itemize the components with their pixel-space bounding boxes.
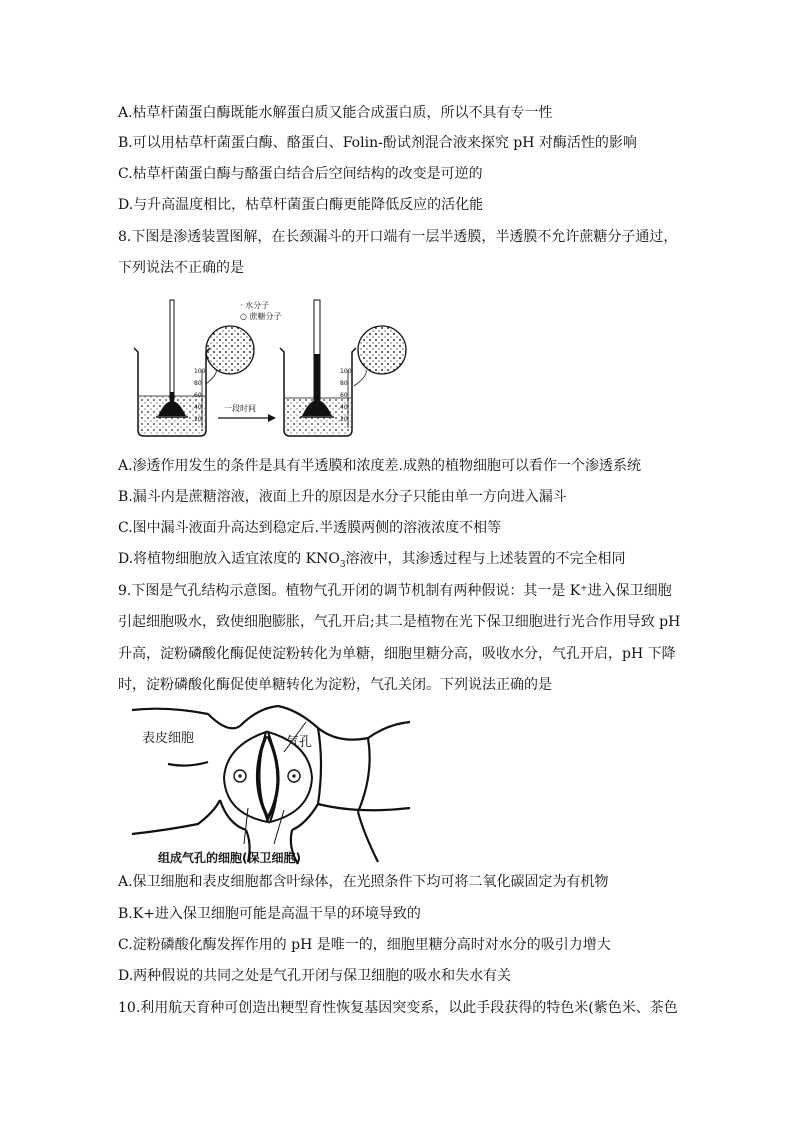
scale-label-100: 100	[340, 368, 352, 375]
q9-option-a: A.保卫细胞和表皮细胞都含叶绿体，在光照条件下均可将二氧化碳固定为有机物	[118, 874, 609, 890]
magnified-view-before	[206, 326, 254, 374]
q9-option-c: C.淀粉磷酸化酶发挥作用的 pH 是唯一的，细胞里糖分高时对水分的吸引力增大	[118, 937, 611, 953]
q8-option-d-pre: D.将植物细胞放入适宜浓度的 KNO	[118, 551, 340, 567]
legend-sucrose-molecule: ○ 蔗糖分子	[240, 312, 282, 321]
scale-label-60: 60	[194, 392, 202, 399]
osmosis-diagram	[128, 296, 412, 444]
q7-option-b: B.可以用枯草杆菌蛋白酶、酪蛋白、Folin-酚试剂混合液来探究 pH 对酶活性的影响	[118, 135, 637, 151]
q8-option-d-subscript: 3	[339, 559, 346, 570]
q9-option-b: B.K+进入保卫细胞可能是高温干旱的环境导致的	[118, 906, 421, 922]
magnified-view-after	[358, 326, 406, 374]
q7-option-c: C.枯草杆菌蛋白酶与酪蛋白结合后空间结构的改变是可逆的	[118, 166, 483, 182]
legend-water-molecule: · 水分子	[240, 301, 270, 310]
q9-stem-line-4: 时，淀粉磷酸化酶促使单糖转化为淀粉，气孔关闭。下列说法正确的是	[118, 677, 552, 693]
q9-option-d: D.两种假说的共同之处是气孔开闭与保卫细胞的吸水和失水有关	[118, 968, 512, 984]
beaker-before	[134, 300, 210, 436]
q10-stem-line-1: 10.利用航天育种可创造出粳型育性恢复基因突变系，以此手段获得的特色米(紫色米、茶色	[118, 1000, 678, 1016]
q9-stem-line-2: 引起细胞吸水，致使细胞膨胀，气孔开启;其二是植物在光下保卫细胞进行光合作用导致 pH	[118, 614, 681, 630]
q8-option-d-post: 溶液中，其渗透过程与上述装置的不完全相同	[345, 551, 626, 567]
label-epidermal-cell: 表皮细胞	[142, 731, 195, 746]
scale-label-100: 100	[194, 368, 206, 375]
scale-label-20: 20	[340, 416, 348, 423]
scale-label-20: 20	[194, 416, 202, 423]
q8-option-b: B.漏斗内是蔗糖溶液，液面上升的原因是水分子只能由单一方向进入漏斗	[118, 489, 567, 505]
scale-label-60: 60	[340, 392, 348, 399]
q7-option-d: D.与升高温度相比，枯草杆菌蛋白酶更能降低反应的活化能	[118, 197, 484, 213]
q9-stem-line-1: 9.下图是气孔结构示意图。植物气孔开闭的调节机制有两种假说：其一是 K⁺进入保卫细胞	[118, 583, 672, 599]
q7-option-a: A.枯草杆菌蛋白酶既能水解蛋白质又能合成蛋白质，所以不具有专一性	[118, 105, 553, 121]
q8-option-d	[118, 550, 626, 574]
scale-label-40: 40	[340, 404, 348, 411]
scale-label-80: 80	[340, 380, 348, 387]
label-guard-cells: 组成气孔的细胞(保卫细胞)	[158, 851, 301, 865]
scale-label-40: 40	[194, 404, 202, 411]
q8-stem-line-2: 下列说法不正确的是	[118, 260, 244, 276]
q8-stem-line-1: 8.下图是渗透装置图解，在长颈漏斗的开口端有一层半透膜，半透膜不允许蔗糖分子通过，	[118, 229, 678, 245]
arrow-label: 一段时间	[224, 404, 256, 413]
q8-option-c: C.图中漏斗液面升高达到稳定后.半透膜两侧的溶液浓度不相等	[118, 520, 502, 536]
q9-stem-line-3: 升高，淀粉磷酸化酶促使淀粉转化为单糖，细胞里糖分高，吸收水分，气孔开启，pH 下降	[118, 646, 676, 662]
scale-label-80: 80	[194, 380, 202, 387]
time-arrow-icon	[268, 414, 276, 422]
label-stoma: 气孔	[286, 735, 313, 750]
beaker-after	[280, 300, 356, 436]
q8-option-a: A.渗透作用发生的条件是具有半透膜和浓度差.成熟的植物细胞可以看作一个渗透系统	[118, 458, 642, 474]
stoma-diagram	[128, 704, 412, 866]
